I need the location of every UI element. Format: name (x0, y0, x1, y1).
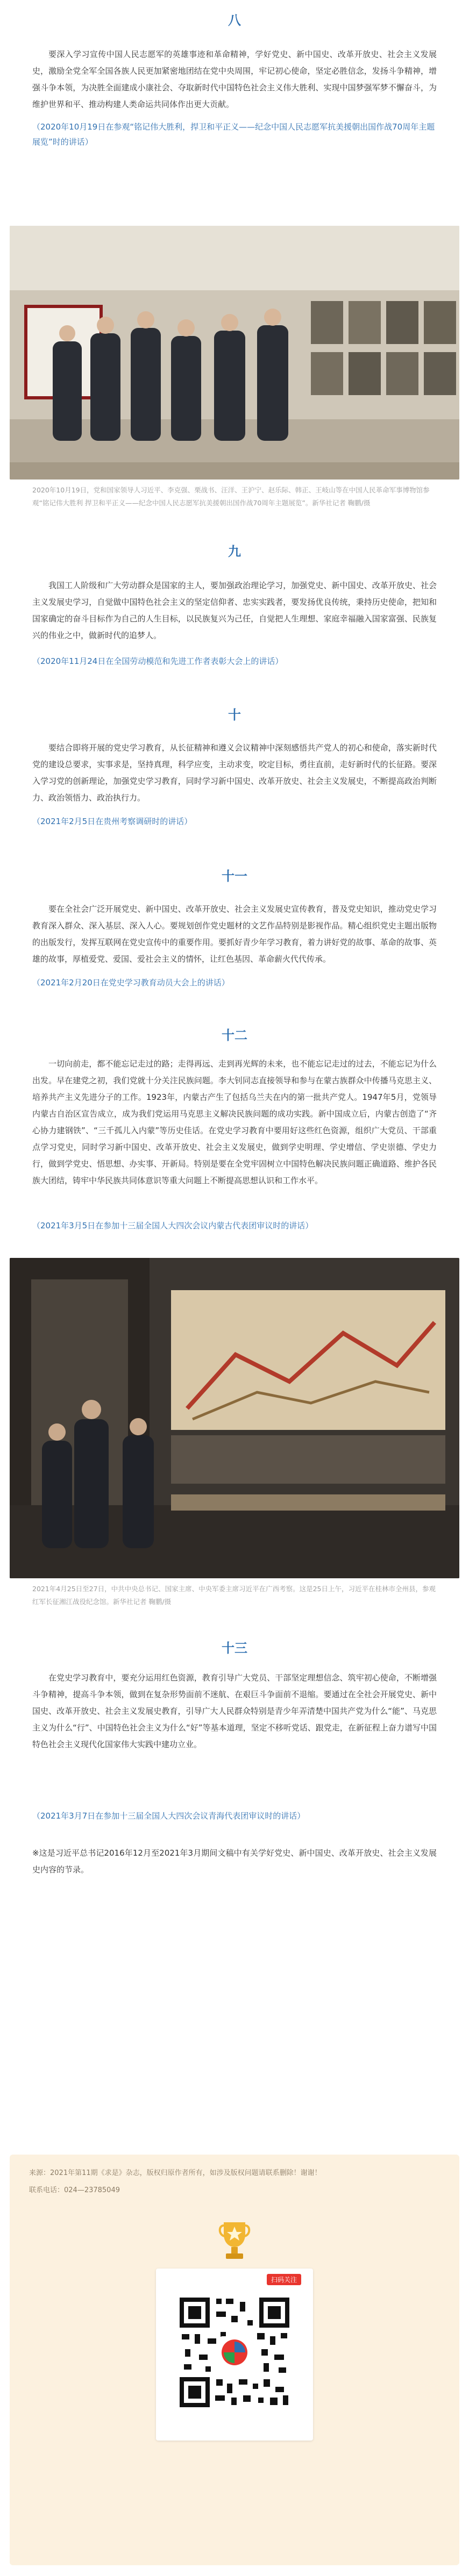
section-source: （2021年2月5日在贵州考察调研时的讲话） (32, 817, 193, 826)
section-number: 十 (228, 707, 241, 722)
section-number: 八 (228, 13, 241, 28)
section-source: （2021年2月20日在党史学习教育动员大会上的讲话） (32, 978, 230, 988)
footer-contact: 联系电话：024—23785049 (29, 2186, 120, 2194)
section-paragraph: 要在全社会广泛开展党史、新中国史、改革开放史、社会主义发展史宣传教育，普及党史知识，推动党史学习教育深入群众、深入基层、深入人心。要规划创作党史题材的文艺作品特别是影视作品。精心组织党史主题出版物的出版发行，发挥互联网在党史宣传中的重要作用。要抓好青少年学习教育，着力讲好党的故事、革命的故事、英雄的故事，厚植爱党、爱国、爱社会主义的情怀，让红色基因、革命薪火代代传承。 (32, 904, 437, 964)
trophy-icon (218, 2219, 251, 2262)
section-number: 九 (228, 544, 241, 559)
photo-exhibition-visit (10, 226, 459, 480)
closing-note: ※这是习近平总书记2016年12月至2021年3月期间文稿中有关学好党史、新中国史、改革开放史、社会主义发展史内容的节录。 (32, 1848, 437, 1874)
qr-code-card[interactable] (156, 2269, 313, 2441)
museum-photo-illustration (10, 1258, 459, 1578)
section-paragraph: 要深入学习宣传中国人民志愿军的英雄事迹和革命精神，学好党史、新中国史、改革开放史、社会主义发展史，激励全党全军全国各族人民更加紧密地团结在党中央周围，牢记初心使命，坚定必胜信念，发扬斗争精神，增强斗争本领，为决胜全面建成小康社会、夺取新时代中国特色社会主义伟大胜利、实现中国梦强军梦不懈奋斗，为维护世界和平、推动构建人类命运共同体作出更大贡献。 (32, 49, 437, 109)
scan-follow-tag: 扫码关注 (267, 2274, 301, 2285)
section-paragraph: 我国工人阶级和广大劳动群众是国家的主人，要加强政治理论学习，加强党史、新中国史、改革开放史、社会主义发展史学习，自觉做中国特色社会主义的坚定信仰者、忠实实践者，要发扬优良传统，秉持历史使命，把知和国家确定的奋斗目标作为自己的人生目标，以民族复兴为己任，自觉把人生理想、家庭幸福融入国家富强、民族复兴的伟业之中，做新时代的追梦人。 (32, 581, 437, 640)
footer-source-text: 来源：2021年第11期《求是》杂志，版权归原作者所有，如涉及版权问题请联系删除！谢谢！ (29, 2169, 322, 2177)
photo-caption: 2020年10月19日，党和国家领导人习近平、李克强、栗战书、汪洋、王沪宁、赵乐际、韩正、王岐山等在中国人民革命军事博物馆参观“铭记伟大胜利 捍卫和平正义——纪念中国人民志愿军抗美援朝出国作战70周年主题展览”。新华社记者 鞠鹏/摄 (32, 486, 430, 507)
section-source: （2020年10月19日在参观“铭记伟大胜利，捍卫和平正义——纪念中国人民志愿军抗美援朝出国作战70周年主题展览”时的讲话） (32, 122, 435, 147)
section-number: 十三 (222, 1641, 247, 1656)
section-number: 十一 (222, 869, 247, 884)
section-source: （2021年3月5日在参加十三届全国人大四次会议内蒙古代表团审议时的讲话） (32, 1221, 314, 1230)
exhibition-photo-illustration (10, 226, 459, 480)
section-number: 十二 (222, 1028, 247, 1043)
section-paragraph: 要结合即将开展的党史学习教育，从长征精神和遵义会议精神中深刻感悟共产党人的初心和使命，落实新时代党的建设总要求，实事求是，坚持真理，科学应变，主动求变，咬定目标，勇往直前，走好新时代的长征路。要深入学习党的创新理论，加强党史学习教育，同时学习新中国史、改革开放史、社会主义发展史，不断提高政治判断力、政治领悟力、政治执行力。 (32, 743, 437, 803)
section-paragraph: 在党史学习教育中，要充分运用红色资源，教育引导广大党员、干部坚定理想信念、筑牢初心使命，不断增强斗争精神，提高斗争本领，做到在复杂形势面前不迷航、在艰巨斗争面前不退缩。要通过在全社会开展党史、新中国史、改革开放史、社会主义发展史教育，引导广大人民群众特别是青少年弄清楚中国共产党为什么“能”、马克思主义为什么“行”、中国特色社会主义为什么“好”等基本道理，坚定不移听党话、跟党走，在新征程上奋力谱写中国特色社会主义现代化国家伟大实践中建功立业。 (32, 1673, 437, 1749)
section-paragraph: 一切向前走，都不能忘记走过的路；走得再远、走到再光辉的未来，也不能忘记走过的过去，不能忘记为什么出发。早在建党之初，我们党就十分关注民族问题。李大钊同志直接领导和参与在蒙古族群众中传播马克思主义、培养共产主义先进分子的工作。1923年，内蒙古产生了包括乌兰夫在内的第一批共产党人。1947年5月，党领导内蒙古自治区宣告成立，成为我们党运用马克思主义解决民族问题的成功实践。新中国成立后，内蒙古创造了“齐心协力建钢铁”、“三千孤儿入内蒙”等历史佳话。在党史学习教育中要用好这些红色资源，组织广大党员、干部重点学习党史，同时学习新中国史、改革开放史、社会主义发展史，做到学史明理、学史增信、学史崇德、学史力行，做到学党史、悟思想、办实事、开新局。特别是要在全党牢固树立中国特色解决民族问题正确道路、维护各民族大团结，铸牢中华民族共同体意识等重大问题上不断提高思想认识和工作水平。 (32, 1059, 437, 1185)
photo-museum-visit (10, 1258, 459, 1578)
photo-caption: 2021年4月25日至27日，中共中央总书记、国家主席、中央军委主席习近平在广西考察。这是25日上午，习近平在桂林市全州县，参观红军长征湘江战役纪念馆。新华社记者 鞠鹏/摄 (32, 1585, 436, 1606)
section-source: （2020年11月24日在全国劳动模范和先进工作者表彰大会上的讲话） (32, 656, 283, 666)
qr-code-icon (156, 2269, 313, 2441)
footer-panel (10, 2155, 459, 2565)
section-source: （2021年3月7日在参加十三届全国人大四次会议青海代表团审议时的讲话） (32, 1811, 305, 1821)
